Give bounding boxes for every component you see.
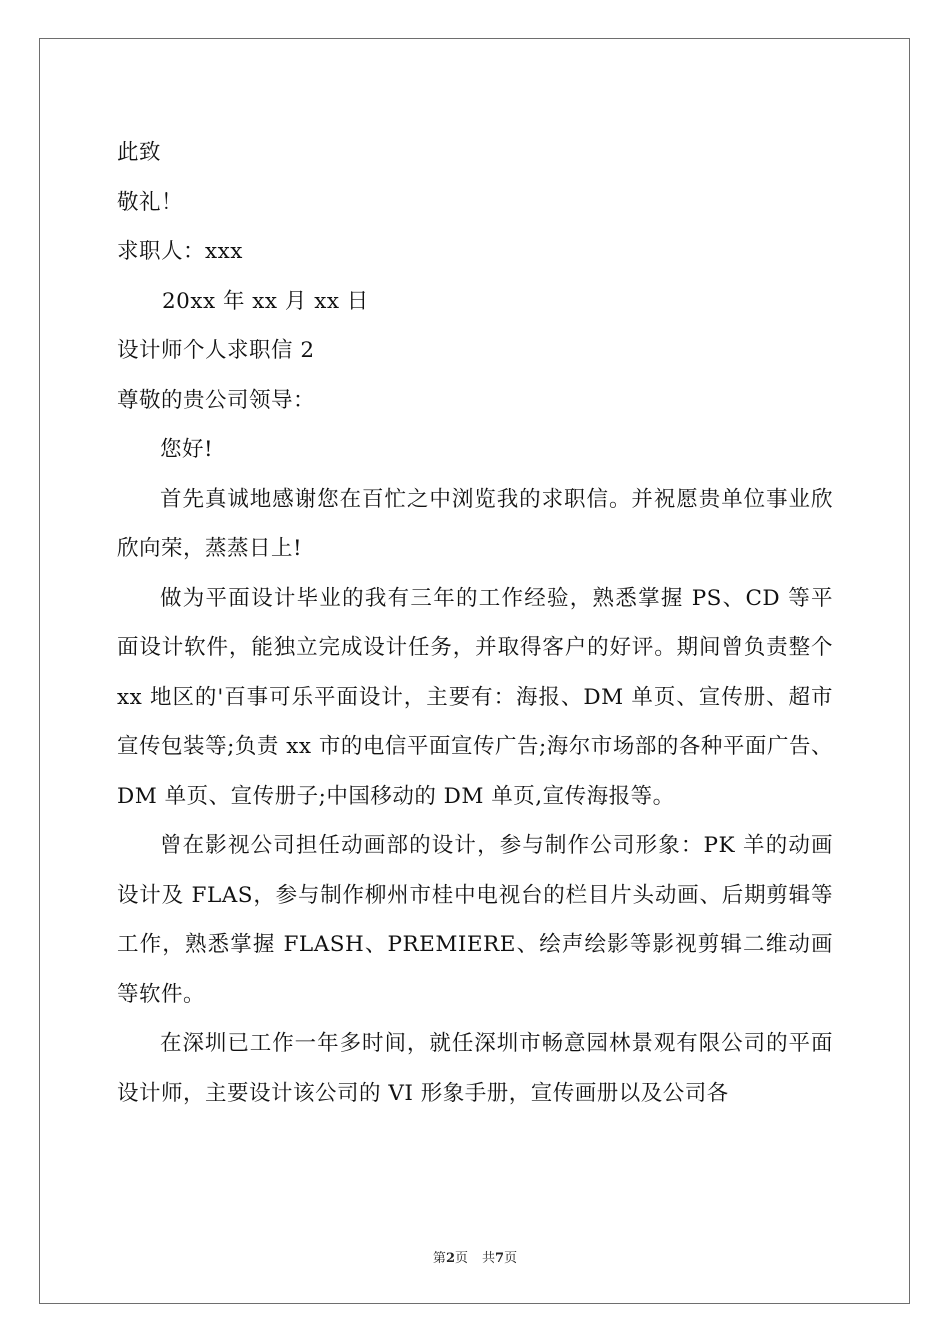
- paragraph-animation: 曾在影视公司担任动画部的设计，参与制作公司形象：PK 羊的动画设计及 FLAS，参与制作柳州市桂中电视台的栏目片头动画、后期剪辑等工作，熟悉掌握 FLASH、PREMIERE、绘声绘影等影视剪辑二维动画等软件。: [117, 833, 833, 1007]
- letter-body: [117, 128, 833, 1118]
- signature-line: 求职人：xxx: [117, 239, 243, 264]
- closing-line-2: 敬礼！: [117, 189, 184, 215]
- footer-page-total: 7: [495, 1251, 505, 1266]
- footer-page-prefix: 第: [432, 1251, 446, 1266]
- paragraph-shenzhen: 在深圳已工作一年多时间，就任深圳市畅意园林景观有限公司的平面设计师，主要设计该公司的 VI 形象手册，宣传画册以及公司各: [117, 1031, 833, 1106]
- date-line: 20xx 年 xx 月 xx 日: [162, 288, 369, 314]
- salutation: 尊敬的贵公司领导：: [117, 387, 316, 413]
- footer-total-prefix: 共: [482, 1251, 496, 1266]
- page-footer: [0, 1247, 950, 1266]
- footer-page-suffix: 页: [454, 1251, 468, 1266]
- paragraph-intro: 首先真诚地感谢您在百忙之中浏览我的求职信。并祝愿贵单位事业欣欣向荣，蒸蒸日上!: [117, 486, 833, 561]
- greeting: 您好!: [160, 437, 214, 462]
- footer-total-suffix: 页: [504, 1251, 518, 1266]
- closing-line-1: 此致: [117, 140, 162, 165]
- letter-title: 设计师个人求职信 2: [117, 338, 315, 363]
- paragraph-experience: 做为平面设计毕业的我有三年的工作经验，熟悉掌握 PS、CD 等平面设计软件，能独立完成设计任务，并取得客户的好评。期间曾负责整个 xx 地区的'百事可乐平面设计，主要有：海报、DM 单页、宣传册、超市宣传包装等;负责 xx 市的电信平面宣传广告;海尔市场部的各种平面广告、DM 单页、宣传册子;中国移动的 DM 单页,宣传海报等。: [117, 585, 833, 809]
- footer-page-current: 2: [445, 1251, 455, 1266]
